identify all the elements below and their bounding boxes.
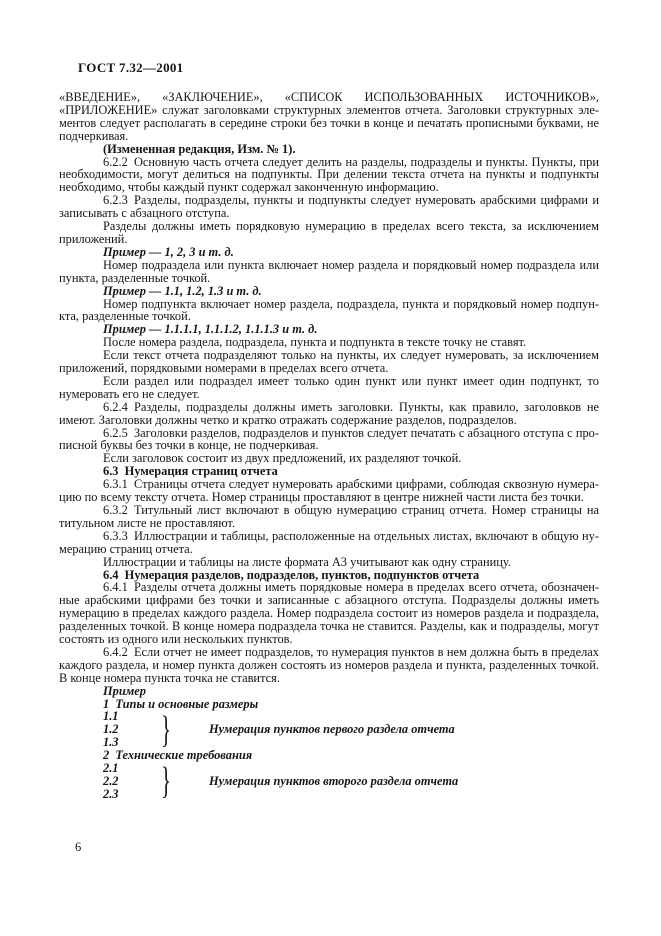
paragraph: 6.2.4 Разделы, подразделы должны иметь заголовки. Пункты, как правило, заголовков не имеют. Заголовки должны четко и кратко отражать содержание разделов, подразделов. — [59, 399, 599, 427]
paragraph: Пример — 1.1.1.1, 1.1.1.2, 1.1.1.3 и т. д. — [103, 322, 318, 337]
paragraph: Если заголовок состоит из двух предложений, их разделяют точкой. — [103, 451, 462, 466]
paragraph: 6.4.1 Разделы отчета должны иметь порядковые номера в пределах всего отчета, обозначенные арабскими цифрами без точки и записанные с абзацного отступа. Подразделы должны иметь нумерацию в пределах каждого раздела. Номер подраздела состоит из номеров раздела и подраздела, разделенных точкой. В конце номера подраздела точка не ставится. Разделы, как и подразделы, могут состоять из одного или нескольких пунктов. — [59, 580, 599, 647]
paragraph: 1 Типы и основные размеры — [103, 696, 259, 711]
paragraph: 6.3.2 Титульный лист включают в общую нумерацию страниц отчета. Номер страницы на титульном листе не проставляют. — [59, 503, 599, 530]
paragraph: После номера раздела, подраздела, пункта и подпункта в тексте точку не ставят. — [103, 335, 527, 350]
paragraph: Иллюстрации и таблицы на листе формата А3 учитывают как одну страницу. — [103, 554, 511, 569]
example-item-number: 2.3 — [103, 786, 119, 801]
paragraph: 6.3.1 Страницы отчета следует нумеровать арабскими цифрами, соблюдая сквозную нумерацию по всему тексту отчета. Номер страницы проставляют в центре нижней части листа без точки. — [59, 477, 599, 505]
paragraph: Если текст отчета подразделяют только на пункты, их следует нумеровать, за исключением приложений, порядковыми номерами в пределах всего отчета. — [59, 348, 599, 376]
paragraph: Разделы должны иметь порядковую нумерацию в пределах всего текста, за исключением приложений. — [59, 219, 599, 246]
example-brace-group — [103, 762, 599, 801]
document-body — [59, 91, 599, 801]
paragraph: Пример — [103, 683, 146, 698]
example-item-number: 1.1 — [103, 709, 119, 724]
example-group-label: Нумерация пунктов второго раздела отчета — [209, 773, 459, 788]
paragraph: «ВВЕДЕНИЕ», «ЗАКЛЮЧЕНИЕ», «СПИСОК ИСПОЛЬЗОВАННЫХ ИСТОЧНИКОВ», «ПРИЛОЖЕНИЕ» служат заголовками структурных элементов отчета. Заголовки структурных элементов следует располагать в середине строки без точки в конце и печатать прописными буквами, не подчеркивая. — [59, 90, 599, 143]
paragraph: 6.3.3 Иллюстрации и таблицы, расположенные на отдельных листах, включают в общую нумерацию страниц отчета. — [59, 528, 599, 556]
paragraph: 6.2.5 Заголовки разделов, подразделов и пунктов следует печатать с абзацного отступа с прописной буквы без точки в конце, не подчеркивая. — [59, 425, 599, 453]
paragraph: Номер подраздела или пункта включает номер раздела и порядковый номер подраздела или пункта, разделенные точкой. — [59, 257, 599, 285]
paragraph: 6.4.2 Если отчет не имеет подразделов, то нумерация пунктов в нем должна быть в пределах каждого раздела, и номер пункта должен состоять из номеров раздела и пункта, разделенных точкой. В конце номера пункта точка не ставится. — [59, 644, 599, 685]
paragraph: Номер подпункта включает номер раздела, подраздела, пункта и порядковый номер подпункта, разделенные точкой. — [59, 296, 599, 324]
example-brace-group — [103, 708, 599, 751]
right-brace-glyph: } — [161, 708, 172, 751]
paragraph: (Измененная редакция, Изм. № 1). — [103, 141, 296, 156]
paragraph: Пример — 1, 2, 3 и т. д. — [103, 244, 234, 259]
document-code-header: ГОСТ 7.32—2001 — [78, 60, 184, 75]
example-item-numbers — [103, 710, 161, 749]
page-number: 6 — [75, 840, 82, 854]
paragraph: 6.4 Нумерация разделов, подразделов, пунктов, подпунктов отчета — [103, 567, 480, 582]
paragraph: Если раздел или подраздел имеет только один пункт или пункт имеет один подпункт, то нумеровать его не следует. — [59, 373, 599, 401]
right-brace-glyph: } — [161, 760, 172, 803]
example-group-label: Нумерация пунктов первого раздела отчета — [209, 722, 455, 737]
example-item-number: 2.2 — [103, 773, 119, 788]
example-item-numbers — [103, 762, 161, 801]
paragraph: 6.2.2 Основную часть отчета следует делить на разделы, подразделы и пункты. Пункты, при необходимости, могут делиться на подпункты. При делении текста отчета на пункты и подпункты необходимо, чтобы каждый пункт содержал законченную информацию. — [59, 154, 599, 195]
example-item-number: 1.3 — [103, 735, 119, 750]
paragraph: 2 Технические требования — [103, 748, 253, 763]
paragraph: Пример — 1.1, 1.2, 1.3 и т. д. — [103, 283, 262, 298]
paragraph: 6.2.3 Разделы, подразделы, пункты и подпункты следует нумеровать арабскими цифрами и записывать с абзацного отступа. — [59, 193, 599, 221]
example-item-number: 2.1 — [103, 761, 119, 776]
paragraph: 6.3 Нумерация страниц отчета — [103, 464, 278, 479]
example-item-number: 1.2 — [103, 722, 119, 737]
